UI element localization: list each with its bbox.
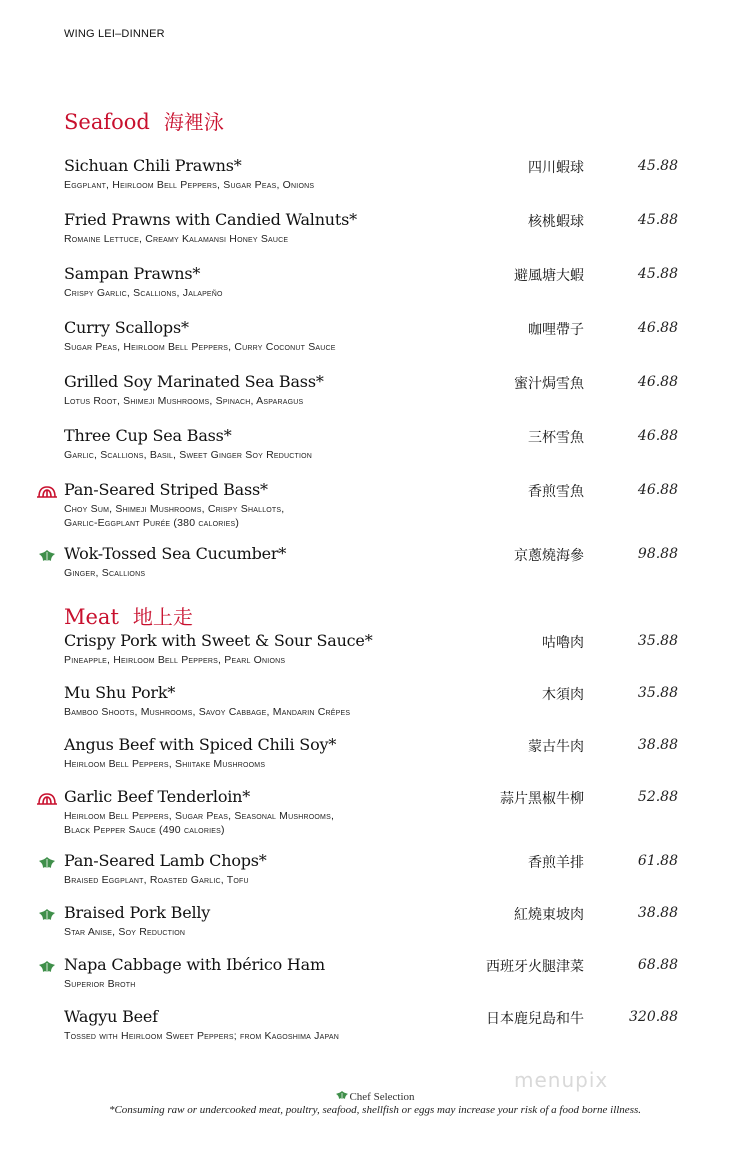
dish-description [64, 232, 288, 246]
section-title-seafood [64, 106, 224, 135]
description-line: Braised Eggplant, Roasted Garlic, Tofu [64, 874, 249, 886]
menu-header: WING LEI–DINNER [64, 28, 165, 40]
dish-description [64, 809, 334, 837]
dish-description [64, 705, 350, 719]
dish-name: Crispy Pork with Sweet & Sour Sauce* [64, 631, 373, 650]
leaf-icon [335, 1090, 349, 1102]
description-line: Romaine Lettuce, Creamy Kalamansi Honey Sauce [64, 233, 289, 245]
description-line: Superior Broth [64, 978, 136, 990]
menu-item [0, 787, 750, 835]
dish-description [64, 873, 249, 887]
leaf-icon [36, 548, 58, 564]
dish-description [64, 757, 265, 771]
dish-name-zh: 香煎羊排 [528, 855, 584, 871]
menu-item [0, 372, 750, 420]
dish-name: Mu Shu Pork* [64, 683, 176, 702]
menu-item [0, 851, 750, 899]
leaf-icon [36, 907, 58, 923]
dish-name: Pan-Seared Lamb Chops* [64, 851, 267, 870]
dish-name: Angus Beef with Spiced Chili Soy* [64, 735, 337, 754]
description-line: Ginger, Scallions [64, 567, 146, 579]
signature-dish-icon [36, 791, 58, 807]
dish-name: Pan-Seared Striped Bass* [64, 480, 268, 499]
dish-name-zh: 香煎雪魚 [528, 484, 584, 500]
chef-selection-legend [0, 1090, 750, 1103]
menu-item [0, 480, 750, 528]
dish-name: Braised Pork Belly [64, 903, 211, 922]
dish-name: Fried Prawns with Candied Walnuts* [64, 210, 357, 229]
dish-name-zh: 蒙古牛肉 [528, 739, 584, 755]
signature-dish-icon [36, 484, 58, 500]
legend-label: Chef Selection [349, 1091, 415, 1103]
leaf-icon [36, 959, 58, 975]
dish-description [64, 394, 303, 408]
watermark: menupix [514, 1068, 609, 1092]
dish-description [64, 925, 185, 939]
dish-name: Sichuan Chili Prawns* [64, 156, 242, 175]
dish-name-zh: 西班牙火腿津菜 [486, 959, 584, 975]
dish-name: Napa Cabbage with Ibérico Ham [64, 955, 325, 974]
dish-name-zh: 咖哩帶子 [528, 322, 584, 338]
dish-price: 46.88 [637, 428, 678, 444]
description-line: Garlic, Scallions, Basil, Sweet Ginger Soy Reduction [64, 449, 313, 461]
description-line: Heirloom Bell Peppers, Sugar Peas, Seasonal Mushrooms, [64, 810, 335, 822]
menu-item [0, 426, 750, 474]
section-title-zh: 海裡泳 [163, 110, 224, 134]
description-line: Bamboo Shoots, Mushrooms, Savoy Cabbage, Mandarin Crêpes [64, 706, 351, 718]
dish-description [64, 340, 336, 354]
description-line: Lotus Root, Shimeji Mushrooms, Spinach, Asparagus [64, 395, 304, 407]
menu-item [0, 264, 750, 312]
dish-name-zh: 日本鹿兒島和牛 [486, 1011, 584, 1027]
menu-item [0, 903, 750, 951]
dish-name-zh: 京蔥燒海參 [514, 548, 584, 564]
dish-name: Grilled Soy Marinated Sea Bass* [64, 372, 324, 391]
dish-name-zh: 蜜汁焗雪魚 [514, 376, 584, 392]
description-line: Garlic-Eggplant Purée (380 calories) [64, 517, 240, 529]
dish-name: Curry Scallops* [64, 318, 189, 337]
dish-price: 98.88 [637, 546, 678, 562]
menu-item [0, 955, 750, 1003]
section-title-meat [64, 601, 193, 630]
dish-name-zh: 三杯雪魚 [528, 430, 584, 446]
footnote: *Consuming raw or undercooked meat, poultry, seafood, shellfish or eggs may increase your risk of a food borne illness. [108, 1104, 642, 1116]
dish-name: Wok-Tossed Sea Cucumber* [64, 544, 287, 563]
dish-name: Wagyu Beef [64, 1007, 158, 1026]
dish-price: 46.88 [637, 320, 678, 336]
dish-price: 320.88 [629, 1009, 678, 1025]
dish-price: 45.88 [637, 212, 678, 228]
dish-name: Sampan Prawns* [64, 264, 201, 283]
dish-name: Three Cup Sea Bass* [64, 426, 232, 445]
dish-description [64, 653, 285, 667]
dish-price: 46.88 [637, 374, 678, 390]
description-line: Choy Sum, Shimeji Mushrooms, Crispy Shallots, [64, 503, 285, 515]
dish-price: 46.88 [637, 482, 678, 498]
menu-item [0, 210, 750, 258]
dish-price: 52.88 [637, 789, 678, 805]
dish-price: 68.88 [637, 957, 678, 973]
dish-name-zh: 咕嚕肉 [542, 635, 584, 651]
leaf-icon [36, 855, 58, 871]
description-line: Pineapple, Heirloom Bell Peppers, Pearl Onions [64, 654, 286, 666]
dish-description [64, 502, 284, 530]
menu-item [0, 318, 750, 366]
description-line: Crispy Garlic, Scallions, Jalapeño [64, 287, 223, 299]
dish-name-zh: 紅燒東坡肉 [514, 907, 584, 923]
dish-description [64, 1029, 339, 1043]
description-line: Eggplant, Heirloom Bell Peppers, Sugar Peas, Onions [64, 179, 315, 191]
dish-name-zh: 木須肉 [542, 687, 584, 703]
menu-item [0, 735, 750, 783]
menu-item [0, 1007, 750, 1055]
description-line: Star Anise, Soy Reduction [64, 926, 186, 938]
description-line: Black Pepper Sauce (490 calories) [64, 824, 225, 836]
dish-description [64, 448, 312, 462]
section-title-en: Meat [64, 605, 119, 629]
dish-name: Garlic Beef Tenderloin* [64, 787, 251, 806]
section-title-zh: 地上走 [132, 605, 193, 629]
description-line: Sugar Peas, Heirloom Bell Peppers, Curry Coconut Sauce [64, 341, 336, 353]
dish-name-zh: 避風塘大蝦 [514, 268, 584, 284]
description-line: Tossed with Heirloom Sweet Peppers; from Kagoshima Japan [64, 1030, 339, 1042]
dish-price: 45.88 [637, 158, 678, 174]
dish-price: 35.88 [637, 685, 678, 701]
dish-description [64, 566, 145, 580]
menu-item [0, 631, 750, 679]
dish-price: 61.88 [637, 853, 678, 869]
dish-price: 45.88 [637, 266, 678, 282]
dish-price: 38.88 [637, 905, 678, 921]
dish-name-zh: 蒜片黑椒牛柳 [500, 791, 584, 807]
menu-item [0, 544, 750, 592]
dish-price: 35.88 [637, 633, 678, 649]
dish-description [64, 178, 314, 192]
dish-description [64, 286, 223, 300]
section-title-en: Seafood [64, 110, 150, 134]
menu-item [0, 156, 750, 204]
dish-description [64, 977, 135, 991]
dish-name-zh: 核桃蝦球 [528, 214, 584, 230]
dish-name-zh: 四川蝦球 [528, 160, 584, 176]
dish-price: 38.88 [637, 737, 678, 753]
description-line: Heirloom Bell Peppers, Shiitake Mushrooms [64, 758, 266, 770]
menu-item [0, 683, 750, 731]
